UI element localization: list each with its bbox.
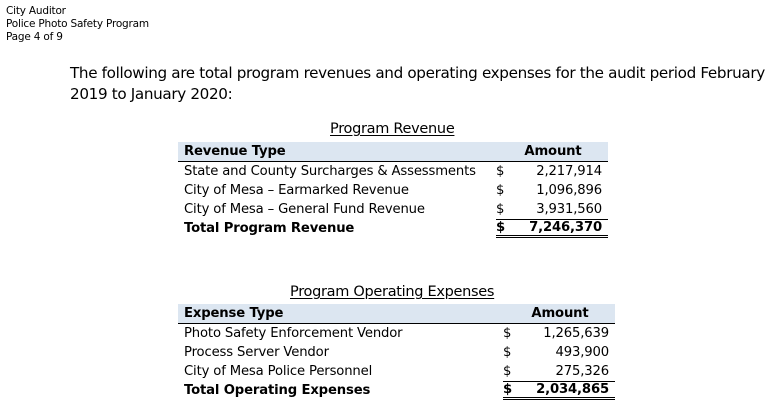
table-row: [178, 362, 615, 381]
total-row: [178, 381, 615, 400]
currency-symbol: $: [503, 382, 513, 397]
revenue-amount: 1,096,896: [536, 183, 602, 198]
total-row: [178, 219, 608, 238]
intro-paragraph: The following are total program revenues and operating expenses for the audit period February 2019 to January 2020:: [70, 64, 765, 103]
table-row: [178, 162, 608, 181]
table-row: [178, 200, 608, 219]
table-row: [178, 324, 615, 343]
expense-amount: 1,265,639: [543, 326, 609, 341]
revenue-amount: 3,931,560: [536, 202, 602, 217]
currency-symbol: $: [496, 183, 505, 198]
revenue-type: State and County Surcharges & Assessments: [184, 164, 476, 179]
expenses-table-header: [178, 304, 615, 324]
expenses-table-title: Program Operating Expenses: [290, 284, 495, 300]
expense-type: Photo Safety Enforcement Vendor: [184, 326, 403, 341]
col-header-amount: Amount: [531, 306, 589, 321]
header-page-number: Page 4 of 9: [6, 31, 63, 43]
revenue-type: City of Mesa – General Fund Revenue: [184, 202, 425, 217]
total-amount: 7,246,370: [529, 220, 602, 235]
expense-amount: 493,900: [555, 345, 609, 360]
expense-type: Process Server Vendor: [184, 345, 329, 360]
revenue-table-header: [178, 142, 608, 162]
currency-symbol: $: [496, 164, 505, 179]
currency-symbol: $: [503, 326, 512, 341]
expense-type: City of Mesa Police Personnel: [184, 364, 373, 379]
currency-symbol: $: [503, 364, 512, 379]
revenue-table: [178, 142, 608, 238]
revenue-amount: 2,217,914: [536, 164, 602, 179]
expenses-table: [178, 304, 615, 400]
revenue-type: City of Mesa – Earmarked Revenue: [184, 183, 409, 198]
total-label: Total Operating Expenses: [184, 383, 371, 398]
page-header: [6, 5, 149, 44]
revenue-table-title: Program Revenue: [330, 121, 455, 137]
table-row: [178, 343, 615, 362]
currency-symbol: $: [496, 220, 506, 235]
currency-symbol: $: [496, 202, 505, 217]
expense-amount: 275,326: [555, 364, 609, 379]
col-header-revenue-type: Revenue Type: [184, 144, 286, 159]
col-header-expense-type: Expense Type: [184, 306, 284, 321]
total-label: Total Program Revenue: [184, 221, 355, 236]
col-header-amount: Amount: [524, 144, 582, 159]
header-program: Police Photo Safety Program: [6, 18, 149, 30]
table-row: [178, 181, 608, 200]
header-department: City Auditor: [6, 5, 66, 17]
currency-symbol: $: [503, 345, 512, 360]
total-amount: 2,034,865: [536, 382, 609, 397]
